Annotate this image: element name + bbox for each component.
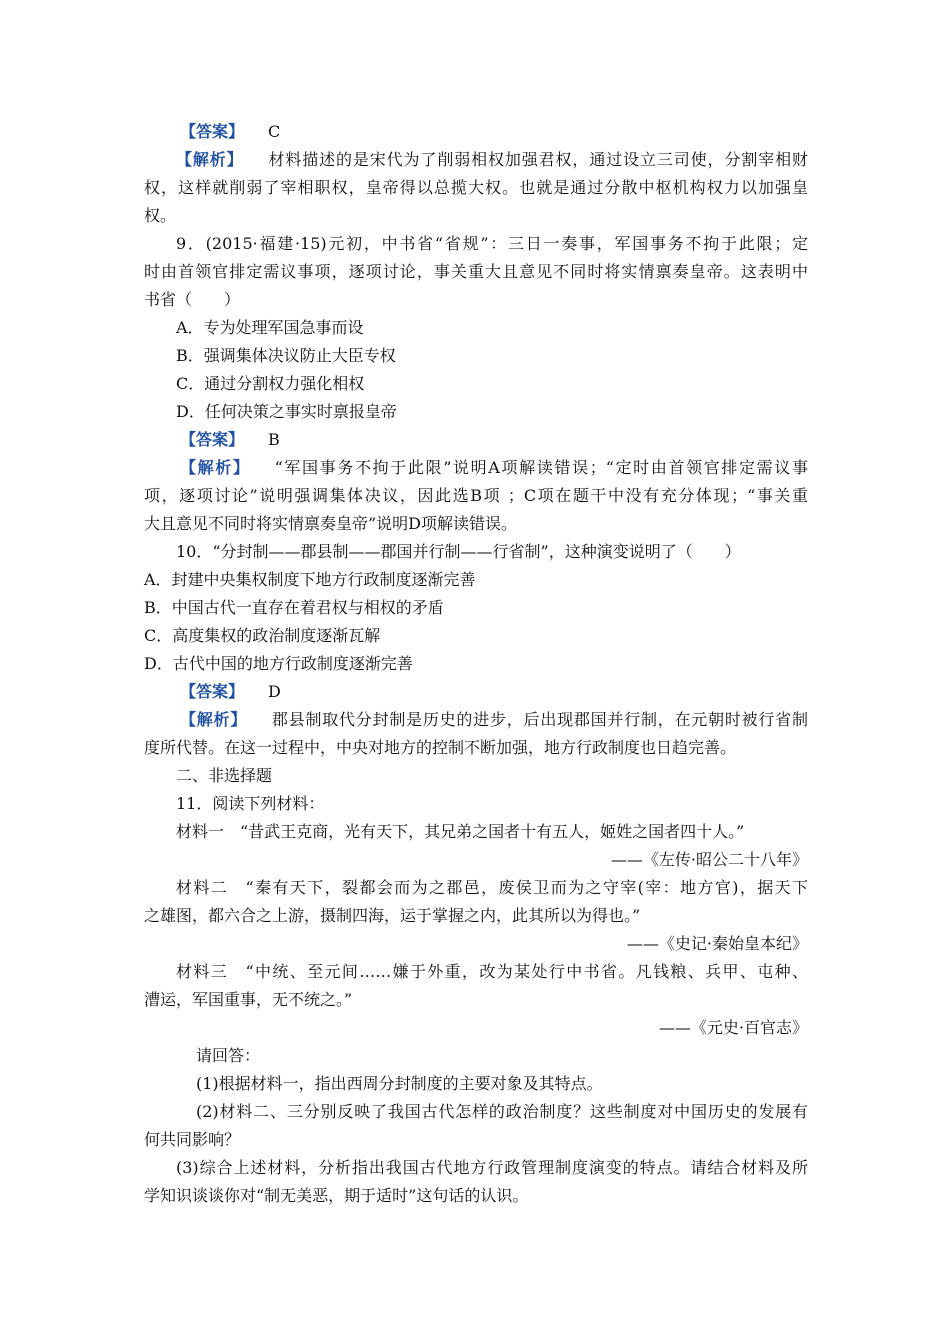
sub-question-2: (2)材料二、三分别反映了我国古代怎样的政治制度？这些制度对中国历史的发展有 — [196, 1102, 808, 1121]
answer-value: D — [268, 682, 281, 701]
analysis-line — [180, 458, 808, 478]
option-c: C．高度集权的政治制度逐渐瓦解 — [144, 626, 381, 645]
option-a: A．专为处理军国急事而设 — [176, 318, 364, 337]
material-2: 材料二 “秦有天下，裂都会而为之郡邑，废侯卫而为之守宰(宰：地方官)，据天下 — [176, 878, 808, 897]
sub-question-3: 学知识谈谈你对“制无美恶，期于适时”这句话的认识。 — [144, 1186, 529, 1205]
answer-tag: 【答案】 — [180, 122, 245, 141]
analysis-text: 权。 — [144, 206, 177, 225]
material-2: 之雄图，都六合之上游，摄制四海，运于掌握之内，此其所以为得也。” — [144, 906, 641, 925]
question-9-stem: 书省（ ） — [144, 290, 241, 309]
analysis-text: 大且意见不同时将实情禀奏皇帝”说明D项解读错误。 — [144, 514, 518, 533]
sub-question-1: (1)根据材料一，指出西周分封制度的主要对象及其特点。 — [196, 1074, 603, 1093]
material-3: 材料三 “中统、至元间……嫌于外重，改为某处行中书省。凡钱粮、兵甲、屯种、 — [176, 962, 808, 981]
option-a: A．封建中央集权制度下地方行政制度逐渐完善 — [144, 570, 476, 589]
question-10-stem: 10．“分封制——郡县制——郡国并行制——行省制”，这种演变说明了（ ） — [176, 542, 741, 561]
material-2-source: ——《史记·秦始皇本纪》 — [626, 934, 808, 953]
material-3: 漕运，军国重事，无不统之。” — [144, 990, 353, 1009]
analysis-text: 权，这样就削弱了宰相职权，皇帝得以总揽大权。也就是通过分散中枢机构权力以加强皇 — [144, 178, 808, 197]
option-b: B．强调集体决议防止大臣专权 — [176, 346, 396, 365]
analysis-text: “军国事务不拘于此限”说明A项解读错误；“定时由首领官排定需议事 — [274, 458, 808, 477]
answer-line — [180, 122, 844, 142]
material-1-source: ——《左传·昭公二十八年》 — [610, 850, 808, 869]
question-9-stem: 时由首领官排定需议事项，逐项讨论，事关重大且意见不同时将实情禀奏皇帝。这表明中 — [144, 262, 808, 281]
analysis-text: 项，逐项讨论”说明强调集体决议，因此选B项 ；C项在题干中没有充分体现；“事关重 — [144, 486, 808, 505]
analysis-line — [180, 710, 808, 730]
answer-line — [180, 682, 844, 702]
material-3-source: ——《元史·百官志》 — [658, 1018, 808, 1037]
answer-prompt: 请回答： — [196, 1046, 261, 1065]
answer-value: B — [268, 430, 280, 449]
section-heading: 二、非选择题 — [176, 766, 273, 785]
option-d: D．古代中国的地方行政制度逐渐完善 — [144, 654, 413, 673]
analysis-tag: 【解析】 — [180, 710, 248, 729]
analysis-text: 郡县制取代分封制是历史的进步，后出现郡国并行制，在元朝时被行省制 — [271, 710, 808, 729]
question-11-stem: 11．阅读下列材料： — [176, 794, 325, 813]
analysis-line — [176, 150, 808, 170]
answer-tag: 【答案】 — [180, 682, 245, 701]
analysis-tag: 【解析】 — [176, 150, 244, 169]
material-1: 材料一 “昔武王克商，光有天下，其兄弟之国者十有五人，姬姓之国者四十人。” — [176, 822, 745, 841]
option-c: C．通过分割权力强化相权 — [176, 374, 365, 393]
sub-question-2: 何共同影响？ — [144, 1130, 241, 1149]
analysis-tag: 【解析】 — [180, 458, 251, 477]
question-9-stem: 9．(2015·福建·15)元初，中书省“省规”：三日一奏事，军国事务不拘于此限；定 — [176, 234, 808, 253]
option-d: D．任何决策之事实时禀报皇帝 — [176, 402, 397, 421]
analysis-text: 材料描述的是宋代为了削弱相权加强君权，通过设立三司使，分割宰相财 — [267, 150, 808, 169]
option-b: B．中国古代一直存在着君权与相权的矛盾 — [144, 598, 444, 617]
analysis-text: 度所代替。在这一过程中，中央对地方的控制不断加强，地方行政制度也日趋完善。 — [144, 738, 737, 757]
answer-line — [180, 430, 844, 450]
sub-question-3: (3)综合上述材料，分析指出我国古代地方行政管理制度演变的特点。请结合材料及所 — [176, 1158, 808, 1177]
answer-tag: 【答案】 — [180, 430, 245, 449]
answer-value: C — [268, 122, 281, 141]
